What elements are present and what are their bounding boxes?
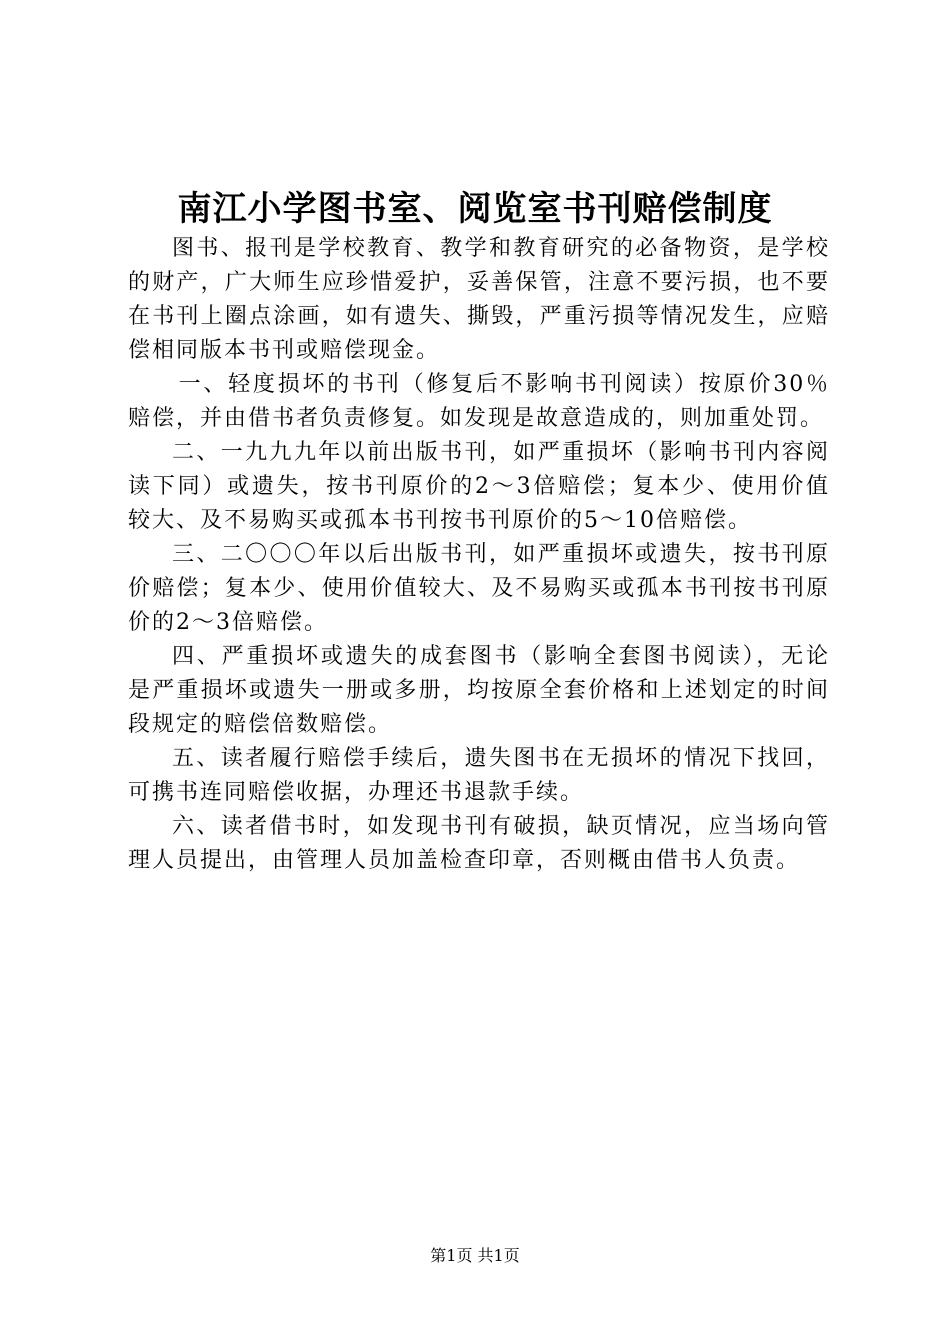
rule-paragraph-3: 三、二〇〇〇年以后出版书刊，如严重损坏或遗失，按书刊原价赔偿；复本少、使用价值较大、及不易购买或孤本书刊按书刊原价的2～3倍赔偿。	[128, 542, 830, 635]
intro-paragraph: 图书、报刊是学校教育、教学和教育研究的必备物资，是学校的财产，广大师生应珍惜爱护，妥善保管，注意不要污损，也不要在书刊上圈点涂画，如有遗失、撕毁，严重污损等情况发生，应赔偿相同版本书刊或赔偿现金。	[128, 236, 830, 363]
rule-paragraph-5: 五、读者履行赔偿手续后，遗失图书在无损坏的情况下找回，可携书连同赔偿收据，办理还书退款手续。	[128, 746, 830, 805]
page-footer: 第1页 共1页	[430, 1246, 520, 1265]
document-title: 南江小学图书室、阅览室书刊赔偿制度	[177, 189, 773, 229]
rule-paragraph-1: 一、轻度损坏的书刊（修复后不影响书刊阅读）按原价30％赔偿，并由借书者负责修复。如发现是故意造成的，则加重处罚。	[128, 372, 830, 431]
document-body	[128, 232, 830, 878]
rule-paragraph-6: 六、读者借书时，如发现书刊有破损，缺页情况，应当场向管理人员提出，由管理人员加盖检查印章，否则概由借书人负责。	[128, 814, 830, 873]
rule-paragraph-2: 二、一九九九年以前出版书刊，如严重损坏（影响书刊内容阅读下同）或遗失，按书刊原价的2～3倍赔偿；复本少、使用价值较大、及不易购买或孤本书刊按书刊原价的5～10倍赔偿。	[128, 440, 830, 533]
rule-paragraph-4: 四、严重损坏或遗失的成套图书（影响全套图书阅读），无论是严重损坏或遗失一册或多册，均按原全套价格和上述划定的时间段规定的赔偿倍数赔偿。	[128, 644, 830, 737]
